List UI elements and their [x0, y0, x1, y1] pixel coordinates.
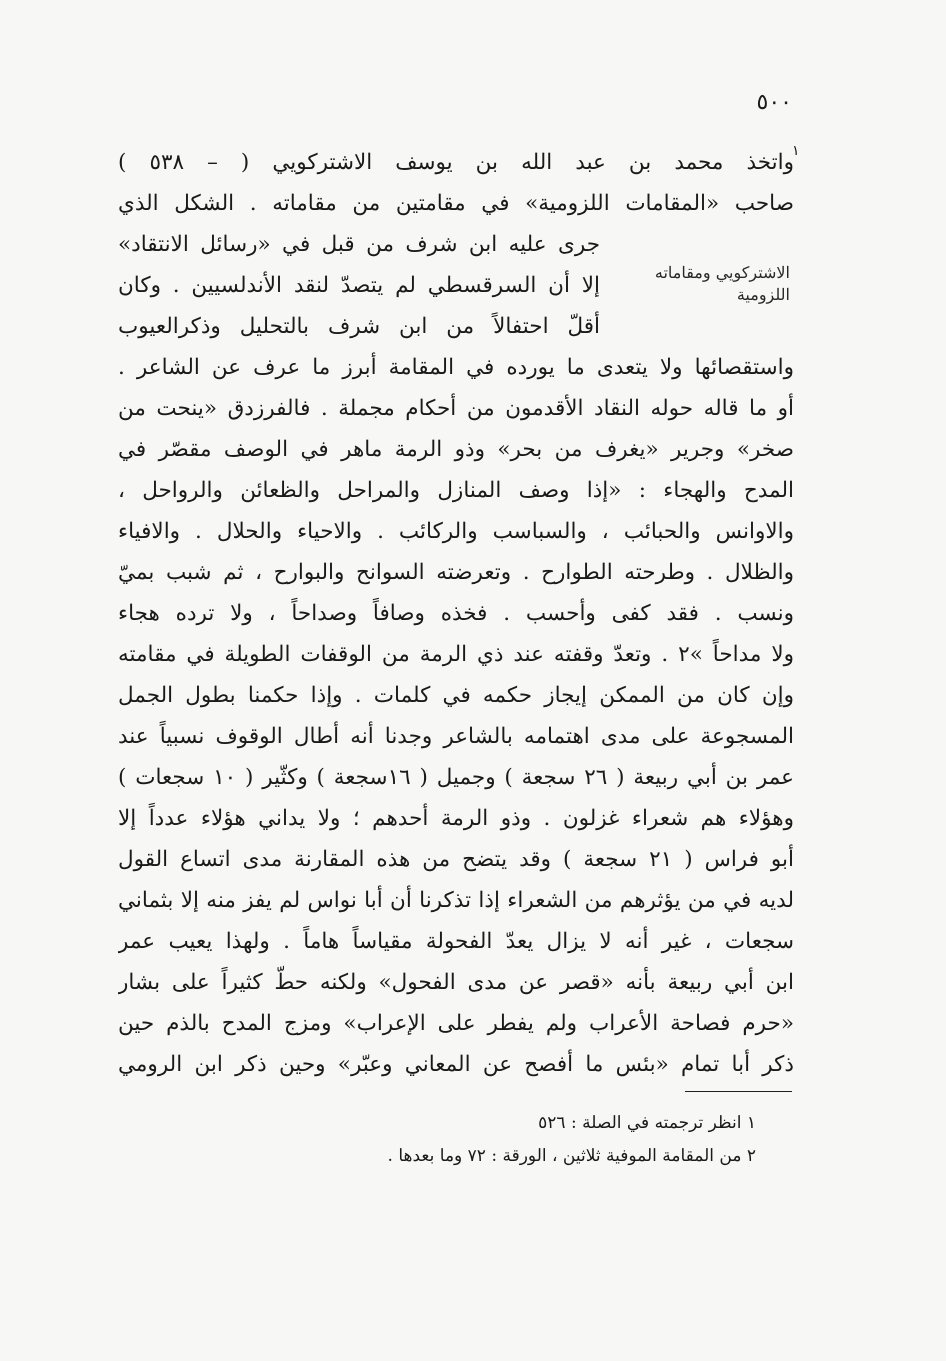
- body-line-20: سجعات ، غير أنه لا يزال يعدّ الفحولة مقياساً هاماً . ولهذا يعيب عمر: [118, 929, 794, 954]
- body-line-8: صخر» وجرير «يغرف من بحر» وذو الرمة ماهر في الوصف مقصّر في: [118, 437, 794, 462]
- body-line-11: والظلال . وطرحته الطوارح . وتعرضته السوانح والبوارح ، ثم شبب بميّ: [118, 560, 794, 585]
- body-line-4: إلا أن السرقسطي لم يتصدّ لنقد الأندلسيين . وكان: [118, 273, 600, 298]
- body-line-2: صاحب «المقامات اللزومية» في مقامتين من مقاماته . الشكل الذي: [118, 191, 794, 216]
- footnote-divider: [685, 1091, 792, 1092]
- body-line-19: لديه في من يؤثرهم من الشعراء إذا تذكرنا أن أبا نواس لم يفز منه إلا بثماني: [118, 888, 794, 913]
- body-line-6: واستقصائها ولا يتعدى ما يورده في المقامة أبرز ما عرف عن الشاعر .: [118, 355, 794, 380]
- body-line-17: وهؤلاء هم شعراء غزلون . وذو الرمة أحدهم ؛ ولا يداني هؤلاء عدداً إلا: [118, 806, 794, 831]
- body-line-22: «حرم فصاحة الأعراب ولم يفطر على الإعراب» ومزج المدح بالذم حين: [118, 1011, 794, 1036]
- body-line-3: جرى عليه ابن شرف من قبل في «رسائل الانتقاد»: [118, 232, 600, 257]
- footnote-marker: ١: [792, 143, 800, 159]
- body-line-9: المدح والهجاء : «إذا وصف المنازل والمراحل والظعائن والرواحل ،: [118, 478, 794, 503]
- side-note-line-2: اللزومية: [736, 285, 790, 304]
- body-line-10: والاوانس والحبائب ، والسباسب والركائب . والاحياء والحلال . والافياء: [118, 519, 794, 544]
- body-line-1: واتخذ محمد بن عبد الله بن يوسف الاشتركويي ( – ٥٣٨ ): [118, 150, 794, 175]
- body-line-7: أو ما قاله حوله النقاد الأقدمون من أحكام مجملة . فالفرزدق «ينحت من: [118, 396, 794, 421]
- side-note-line-1: الاشتركويي ومقاماته: [654, 263, 790, 282]
- body-line-12: ونسب . فقد كفى وأحسب . فخذه وصافاً وصداحاً ، ولا ترده هجاء: [118, 601, 794, 626]
- body-line-15: المسجوعة على مدى اهتمامه بالشاعر وجدنا أنه أطال الوقوف نسبياً عند: [118, 724, 794, 749]
- footnote-2: ٢ من المقامة الموفية ثلاثين ، الورقة : ٧٢ وما بعدها .: [387, 1146, 756, 1166]
- body-line-5: أقلّ احتفالاً من ابن شرف بالتحليل وذكرالعيوب: [118, 314, 600, 339]
- body-line-14: وإن كان من الممكن إيجاز حكمه في كلمات . وإذا حكمنا بطول الجمل: [118, 683, 794, 708]
- body-line-23: ذكر أبا تمام «بئس ما أفصح عن المعاني وعبّر» وحين ذكر ابن الرومي: [118, 1052, 794, 1077]
- body-line-13: ولا مداحاً »٢ . وتعدّ وقفته عند ذي الرمة من الوقفات الطويلة في مقامته: [118, 642, 794, 667]
- footnote-1: ١ انظر ترجمته في الصلة : ٥٢٦: [538, 1113, 756, 1133]
- body-line-21: ابن أبي ربيعة بأنه «قصر عن مدى الفحول» ولكنه حطّ كثيراً على بشار: [118, 970, 794, 995]
- side-note: [620, 262, 790, 306]
- body-line-16: عمر بن أبي ربيعة ( ٢٦ سجعة ) وجميل ( ١٦سجعة ) وكثّير ( ١٠ سجعات ): [118, 765, 794, 790]
- body-line-18: أبو فراس ( ٢١ سجعة ) وقد يتضح من هذه المقارنة مدى اتساع القول: [118, 847, 794, 872]
- page-number: ٥٠٠: [756, 90, 792, 115]
